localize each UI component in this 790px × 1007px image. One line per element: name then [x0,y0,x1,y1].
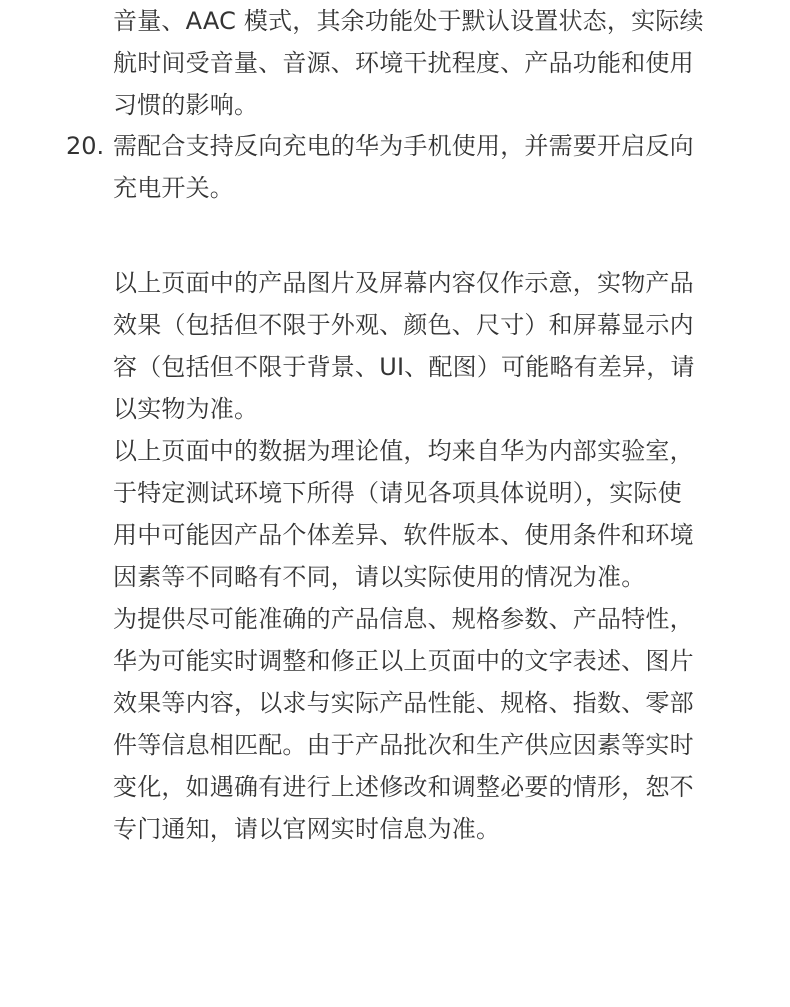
text-line: 音量、AAC 模式，其余功能处于默认设置状态，实际续 [113,7,704,35]
footnote-20 [113,125,743,209]
text-line: 件等信息相匹配。由于产品批次和生产供应因素等实时 [113,731,694,759]
text-line: 效果（包括但不限于外观、颜色、尺寸）和屏幕显示内 [113,311,694,339]
text-line: 于特定测试环境下所得（请见各项具体说明），实际使 [113,479,682,507]
disclaimer-image-notice [113,262,743,430]
text-line: 以实物为准。 [113,395,259,423]
text-line: 华为可能实时调整和修正以上页面中的文字表述、图片 [113,647,694,675]
text-line: 效果等内容，以求与实际产品性能、规格、指数、零部 [113,689,694,717]
text-line: 容（包括但不限于背景、UI、配图）可能略有差异，请 [113,353,695,381]
footnote-number-20: 20. [66,132,105,160]
text-line: 以上页面中的产品图片及屏幕内容仅作示意，实物产品 [113,269,694,297]
text-line: 变化，如遇确有进行上述修改和调整必要的情形，恕不 [113,773,694,801]
text-line: 充电开关。 [113,174,234,202]
text-line: 因素等不同略有不同，请以实际使用的情况为准。 [113,563,646,591]
text-line: 航时间受音量、音源、环境干扰程度、产品功能和使用 [113,49,694,77]
text-line: 习惯的影响。 [113,91,259,119]
text-line: 以上页面中的数据为理论值，均来自华为内部实验室， [113,437,694,465]
text-line: 为提供尽可能准确的产品信息、规格参数、产品特性， [113,605,694,633]
text-line: 专门通知，请以官网实时信息为准。 [113,815,501,843]
disclaimer-data-notice [113,430,743,598]
disclaimer-adjustment-notice [113,598,743,850]
text-line: 需配合支持反向充电的华为手机使用，并需要开启反向 [113,132,694,160]
footnote-19-continued [113,0,743,126]
text-line: 用中可能因产品个体差异、软件版本、使用条件和环境 [113,521,694,549]
